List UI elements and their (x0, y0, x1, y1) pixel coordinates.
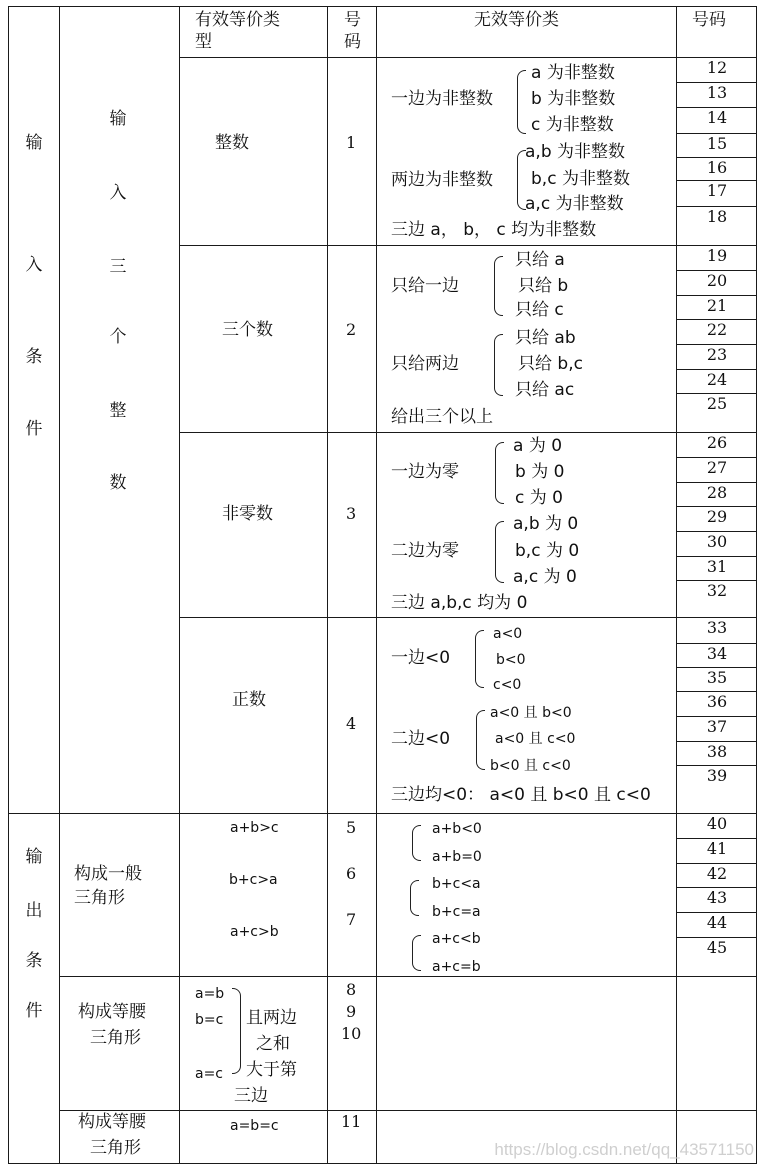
out-id-7: 7 (346, 910, 357, 929)
invalid-item-4b-2: b<0 且 c<0 (490, 758, 571, 774)
invalid-item-3b-1: b,c 为 0 (515, 541, 580, 561)
out-valid-2-cond-0: a=b (195, 986, 225, 1002)
num-32: 32 (677, 580, 757, 617)
out-invalid-1-2a: a+c<b (432, 931, 481, 947)
header-valid-line2: 型 (195, 32, 212, 52)
brace-2a (494, 256, 503, 316)
num-33: 33 (677, 617, 757, 643)
num-20: 20 (677, 270, 757, 295)
out-valid-2-suffix-2: 大于第 (246, 1060, 297, 1080)
out-category-3-line2: 三角形 (90, 1138, 141, 1158)
num-45: 45 (677, 937, 757, 977)
input-cond-char-3: 件 (25, 419, 43, 439)
num-35: 35 (677, 667, 757, 691)
brace-out-1a (412, 825, 421, 861)
valid-cell-1 (179, 57, 329, 247)
out-category-1-line2: 三角形 (74, 888, 125, 908)
input-sub-char-4: 整 (109, 401, 127, 421)
header-number-line2: 码 (344, 32, 361, 52)
brace-3b (495, 521, 504, 583)
invalid-item-3a-0: a 为 0 (513, 436, 563, 456)
input-sub-char-1: 入 (109, 183, 127, 203)
input-cond-char-0: 输 (25, 133, 43, 153)
valid-label-3: 非零数 (222, 504, 273, 524)
num-18: 18 (677, 206, 757, 245)
invalid-item-1a-0: a 为非整数 (531, 63, 615, 83)
brace-4b (476, 710, 485, 770)
invalid-item-4a-1: b<0 (496, 652, 526, 668)
valid-cell-3 (179, 432, 329, 619)
valid-label-1: 整数 (215, 133, 249, 153)
invalid-item-2a-1: 只给 b (518, 276, 569, 296)
num-15: 15 (677, 133, 757, 157)
out-category-3-line1: 构成等腰 (78, 1112, 146, 1132)
out-valid-2-suffix-3: 三边 (234, 1086, 268, 1106)
header-invalid: 无效等价类 (474, 10, 559, 30)
invalid-item-3b-2: a,c 为 0 (513, 567, 577, 587)
invalid-item-3b-0: a,b 为 0 (513, 514, 579, 534)
num-34: 34 (677, 643, 757, 667)
id-1: 1 (346, 133, 357, 152)
out-invalid-cell-1 (376, 813, 678, 978)
brace-2b (494, 334, 503, 396)
invalid-item-3a-2: c 为 0 (515, 488, 563, 508)
out-id-6: 6 (346, 864, 357, 883)
invalid-item-2a-0: 只给 a (515, 250, 565, 270)
input-sub-char-0: 输 (109, 109, 127, 129)
invalid-group-label-4b: 二边<0 (391, 729, 451, 749)
invalid-group-label-3b: 二边为零 (391, 541, 459, 561)
out-valid-2-cond-1: b=c (195, 1012, 224, 1028)
invalid-item-1a-2: c 为非整数 (531, 115, 614, 135)
num-37: 37 (677, 716, 757, 741)
input-sub-char-5: 数 (109, 473, 127, 493)
brace-out-1c (412, 935, 421, 971)
num-26: 26 (677, 432, 757, 457)
invalid-group-label-1b: 两边为非整数 (391, 170, 493, 190)
num-44: 44 (677, 912, 757, 937)
num-36: 36 (677, 691, 757, 716)
num-24: 24 (677, 369, 757, 393)
id-4: 4 (346, 714, 357, 733)
valid-cell-4 (179, 617, 329, 815)
num-30: 30 (677, 531, 757, 556)
num-38: 38 (677, 741, 757, 765)
invalid-group-label-2b: 只给两边 (391, 354, 459, 374)
invalid-item-3a-1: b 为 0 (515, 462, 565, 482)
input-cond-char-2: 条 (25, 347, 43, 367)
id-3: 3 (346, 504, 357, 523)
out-id-10: 10 (341, 1024, 362, 1043)
watermark: https://blog.csdn.net/qq_43571150 (494, 1140, 754, 1159)
invalid-item-4a-2: c<0 (493, 677, 522, 693)
brace-3a (495, 442, 504, 504)
out-invalid-1-0b: a+b=0 (432, 849, 482, 865)
invalid-item-4b-0: a<0 且 b<0 (490, 705, 572, 721)
num-19: 19 (677, 245, 757, 270)
invalid-item-1b-1: b,c 为非整数 (531, 169, 630, 189)
out-invalid-cell-2 (376, 976, 678, 1112)
output-cond-char-1: 出 (25, 901, 43, 921)
invalid-item-2b-0: 只给 ab (515, 328, 576, 348)
out-invalid-1-2b: a+c=b (432, 959, 481, 975)
num-22: 22 (677, 319, 757, 344)
output-cond-char-2: 条 (25, 951, 43, 971)
invalid-tail-4: 三边均<0： a<0 且 b<0 且 c<0 (391, 785, 651, 805)
num-31: 31 (677, 556, 757, 580)
out-valid-1-0: a+b>c (230, 820, 279, 836)
num-23: 23 (677, 344, 757, 369)
brace-out-1b (410, 880, 419, 916)
out-category-1-line1: 构成一般 (74, 864, 142, 884)
right-brace-out-2 (232, 988, 241, 1074)
out-id-11: 11 (341, 1112, 362, 1131)
num-43: 43 (677, 887, 757, 912)
invalid-tail-1: 三边 a， b， c 均为非整数 (391, 220, 597, 240)
output-cond-char-0: 输 (25, 847, 43, 867)
out-invalid-1-1b: b+c=a (432, 904, 481, 920)
invalid-item-2b-2: 只给 ac (515, 380, 575, 400)
invalid-item-1b-0: a,b 为非整数 (525, 142, 626, 162)
out-category-2-line1: 构成等腰 (78, 1002, 146, 1022)
invalid-item-2a-2: 只给 c (515, 300, 564, 320)
num-29: 29 (677, 506, 757, 531)
num-16: 16 (677, 157, 757, 180)
out-valid-2-suffix-1: 之和 (256, 1034, 290, 1054)
invalid-item-1b-2: a,c 为非整数 (525, 194, 624, 214)
invalid-group-label-4a: 一边<0 (391, 648, 451, 668)
out-id-8: 8 (346, 980, 357, 999)
input-sub-char-2: 三 (109, 257, 127, 277)
header-number-2-label: 号码 (692, 10, 726, 30)
invalid-group-label-3a: 一边为零 (391, 462, 459, 482)
out-valid-1-2: a+c>b (230, 924, 279, 940)
invalid-item-4a-0: a<0 (493, 626, 523, 642)
num-14: 14 (677, 107, 757, 133)
num-25: 25 (677, 393, 757, 432)
num-12: 12 (677, 57, 757, 82)
num-41: 41 (677, 838, 757, 863)
input-cond-char-1: 入 (25, 255, 43, 275)
num-17: 17 (677, 180, 757, 206)
invalid-group-label-1a: 一边为非整数 (391, 89, 493, 109)
output-cond-char-3: 件 (25, 1001, 43, 1021)
invalid-tail-3: 三边 a,b,c 均为 0 (391, 593, 528, 613)
out-id-9: 9 (346, 1002, 357, 1021)
valid-label-2: 三个数 (222, 320, 273, 340)
num-21: 21 (677, 295, 757, 319)
out-valid-3: a=b=c (230, 1118, 279, 1134)
num-42: 42 (677, 863, 757, 887)
num-40: 40 (677, 813, 757, 838)
num-27: 27 (677, 457, 757, 482)
out-invalid-1-0a: a+b<0 (432, 821, 482, 837)
invalid-tail-2: 给出三个以上 (391, 407, 493, 427)
header-number-line1: 号 (344, 10, 361, 30)
id-2: 2 (346, 320, 357, 339)
id-cell-3 (327, 432, 378, 619)
header-valid-line1: 有效等价类 (195, 10, 280, 30)
input-sub-char-3: 个 (109, 327, 127, 347)
invalid-group-label-2a: 只给一边 (391, 276, 459, 296)
brace-4a (475, 630, 484, 688)
invalid-item-2b-1: 只给 b,c (518, 354, 583, 374)
out-id-5: 5 (346, 818, 357, 837)
out-invalid-1-1a: b+c<a (432, 876, 481, 892)
out-valid-2-suffix-0: 且两边 (246, 1008, 297, 1028)
invalid-item-4b-1: a<0 且 c<0 (495, 731, 576, 747)
num-39: 39 (677, 765, 757, 815)
valid-label-4: 正数 (232, 690, 266, 710)
invalid-item-1a-1: b 为非整数 (531, 89, 616, 109)
num-13: 13 (677, 82, 757, 107)
out-category-2-line2: 三角形 (90, 1028, 141, 1048)
out-valid-1-1: b+c>a (229, 872, 278, 888)
out-number-cell-2 (676, 976, 757, 1112)
num-28: 28 (677, 482, 757, 506)
brace-1a (517, 70, 526, 134)
out-valid-2-cond-2: a=c (195, 1066, 224, 1082)
